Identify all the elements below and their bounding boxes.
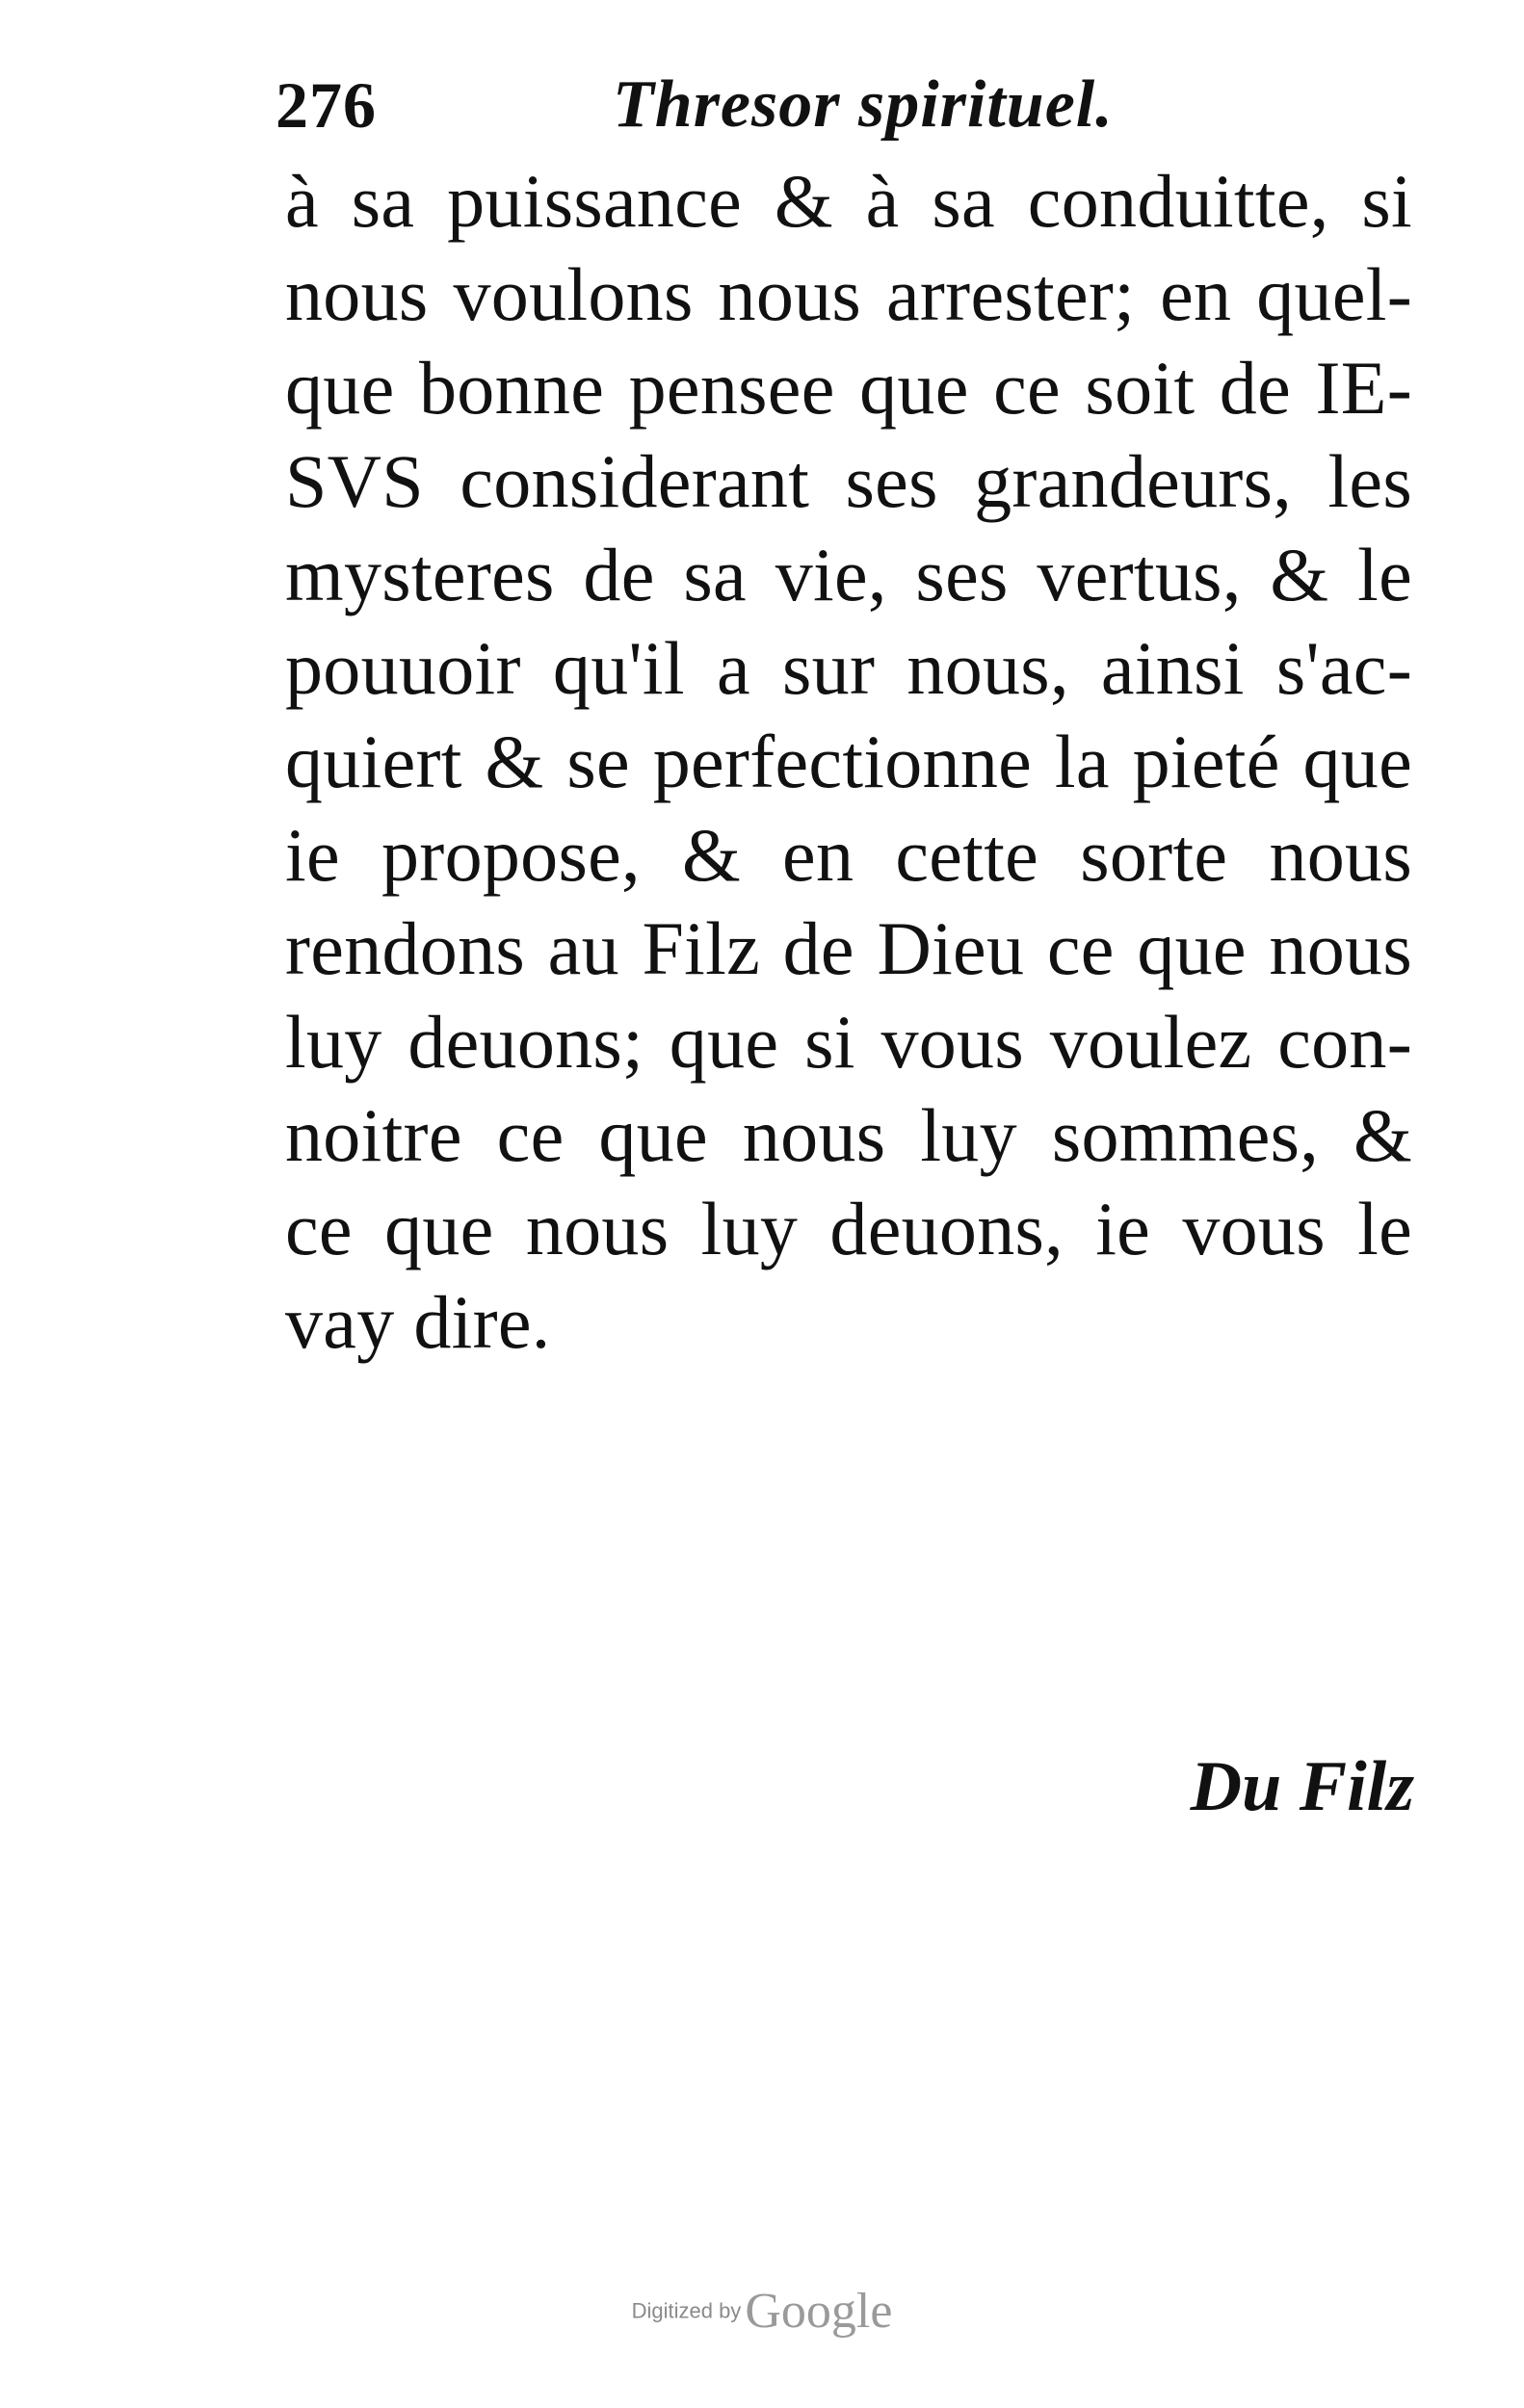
text-line: rendons au Filz de Dieu ce que nous bbox=[285, 906, 1412, 990]
text-line: ie propose, & en cette sorte nous bbox=[285, 813, 1412, 897]
watermark-brand: Google bbox=[745, 2284, 893, 2339]
body-text bbox=[285, 154, 1412, 1369]
text-line: luy deuons; que si vous voulez con- bbox=[285, 1000, 1412, 1084]
running-title: Thresor spirituel. bbox=[613, 67, 1114, 142]
text-line: quiert & se perfectionne la pieté que bbox=[285, 720, 1412, 803]
digitization-watermark bbox=[0, 2283, 1524, 2340]
catchword: Du Filz bbox=[1190, 1747, 1414, 1826]
text-line: que bonne pensee que ce soit de IE- bbox=[285, 346, 1412, 430]
text-line: SVS considerant ses grandeurs, les bbox=[285, 439, 1412, 523]
text-line: nous voulons nous arrester; en quel- bbox=[285, 252, 1412, 336]
text-line: pouuoir qu'il a sur nous, ainsi s'ac- bbox=[285, 626, 1412, 710]
page-number: 276 bbox=[276, 68, 377, 142]
text-line: noitre ce que nous luy sommes, & bbox=[285, 1093, 1412, 1177]
text-line: à sa puissance & à sa conduitte, si bbox=[285, 159, 1412, 243]
text-line: vay dire. bbox=[285, 1280, 551, 1364]
text-line: mysteres de sa vie, ses vertus, & le bbox=[285, 533, 1412, 616]
watermark-prefix: Digitized by bbox=[631, 2298, 742, 2323]
page-header bbox=[276, 50, 1412, 156]
text-line: ce que nous luy deuons, ie vous le bbox=[285, 1187, 1412, 1270]
